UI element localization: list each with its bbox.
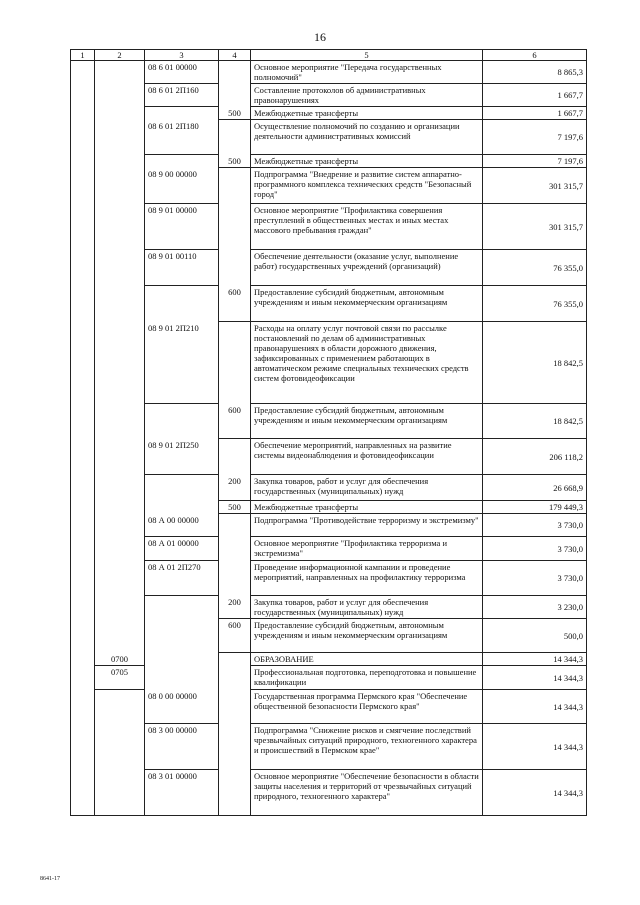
expense-type-cell: [219, 690, 251, 724]
section-code-cell: [95, 204, 145, 250]
amount-cell: 1 667,7: [483, 84, 587, 107]
amount-cell: 3 730,0: [483, 514, 587, 537]
target-item-cell: 08 6 01 2П160: [145, 84, 219, 107]
section-code-cell: [95, 561, 145, 596]
row-number-cell: [71, 596, 95, 619]
expense-type-cell: [219, 84, 251, 107]
row-number-cell: [71, 724, 95, 770]
section-code-cell: [95, 596, 145, 619]
column-header: 2: [95, 50, 145, 61]
table-row: [71, 770, 587, 816]
description-cell: Обеспечение мероприятий, направленных на развитие системы видеонаблюдения и фотовидеофиксации: [251, 439, 483, 475]
target-item-cell: [145, 501, 219, 514]
column-header: 1: [71, 50, 95, 61]
row-number-cell: [71, 286, 95, 322]
amount-cell: 1 667,7: [483, 107, 587, 120]
target-item-cell: 08 9 01 00110: [145, 250, 219, 286]
section-code-cell: 0705: [95, 666, 145, 690]
expense-type-cell: 500: [219, 107, 251, 120]
amount-cell: 14 344,3: [483, 770, 587, 816]
target-item-cell: [145, 404, 219, 439]
description-cell: Закупка товаров, работ и услуг для обеспечения государственных (муниципальных) нужд: [251, 475, 483, 501]
section-code-cell: [95, 690, 145, 724]
amount-cell: 14 344,3: [483, 724, 587, 770]
column-header: 5: [251, 50, 483, 61]
amount-cell: 3 730,0: [483, 561, 587, 596]
budget-table: [70, 49, 587, 816]
expense-type-cell: [219, 61, 251, 84]
row-number-cell: [71, 155, 95, 168]
target-item-cell: 08 А 01 2П270: [145, 561, 219, 596]
target-item-cell: [145, 107, 219, 120]
expense-type-cell: [219, 770, 251, 816]
expense-type-cell: 600: [219, 619, 251, 653]
description-cell: Основное мероприятие "Обеспечение безопасности в области защиты населения и территорий от чрезвычайных ситуаций природного, техногенного характера": [251, 770, 483, 816]
target-item-cell: 08 А 00 00000: [145, 514, 219, 537]
section-code-cell: 0700: [95, 653, 145, 666]
description-cell: Межбюджетные трансферты: [251, 155, 483, 168]
section-code-cell: [95, 322, 145, 404]
target-item-cell: 08 3 01 00000: [145, 770, 219, 816]
table-row: [71, 619, 587, 653]
page-number: 16: [314, 30, 326, 44]
expense-type-cell: [219, 322, 251, 404]
section-code-cell: [95, 537, 145, 561]
table-row: [71, 561, 587, 596]
table-row: [71, 537, 587, 561]
amount-cell: 18 842,5: [483, 404, 587, 439]
target-item-cell: [145, 653, 219, 666]
expense-type-cell: 500: [219, 155, 251, 168]
description-cell: Расходы на оплату услуг почтовой связи по рассылке постановлений по делам об административных правонарушениях в области дорожного движения, зафиксированных с применением работающих в автоматическом режиме специальных технических средств систем фотовидеофиксации: [251, 322, 483, 404]
description-cell: Межбюджетные трансферты: [251, 107, 483, 120]
description-cell: Осуществление полномочий по созданию и организации деятельности административных комиссий: [251, 120, 483, 155]
row-number-cell: [71, 168, 95, 204]
table-row: [71, 120, 587, 155]
description-cell: Предоставление субсидий бюджетным, автономным учреждениям и иным некоммерческим организациям: [251, 286, 483, 322]
table-row: [71, 724, 587, 770]
amount-cell: 3 230,0: [483, 596, 587, 619]
amount-cell: 14 344,3: [483, 690, 587, 724]
description-cell: Профессиональная подготовка, переподготовка и повышение квалификации: [251, 666, 483, 690]
amount-cell: 301 315,7: [483, 204, 587, 250]
description-cell: Основное мероприятие "Передача государственных полномочий": [251, 61, 483, 84]
row-number-cell: [71, 61, 95, 84]
target-item-cell: [145, 619, 219, 653]
row-number-cell: [71, 322, 95, 404]
expense-type-cell: [219, 514, 251, 537]
amount-cell: 76 355,0: [483, 250, 587, 286]
description-cell: Основное мероприятие "Профилактика терроризма и экстремизма": [251, 537, 483, 561]
row-number-cell: [71, 619, 95, 653]
expense-type-cell: [219, 724, 251, 770]
section-code-cell: [95, 724, 145, 770]
row-number-cell: [71, 204, 95, 250]
row-number-cell: [71, 514, 95, 537]
target-item-cell: [145, 286, 219, 322]
document-code: 8641-17: [40, 876, 60, 882]
expense-type-cell: [219, 250, 251, 286]
section-code-cell: [95, 619, 145, 653]
section-code-cell: [95, 770, 145, 816]
table-row: [71, 168, 587, 204]
row-number-cell: [71, 501, 95, 514]
amount-cell: 7 197,6: [483, 155, 587, 168]
table-header-row: [71, 50, 587, 61]
column-header: 3: [145, 50, 219, 61]
table-row: [71, 204, 587, 250]
target-item-cell: 08 9 01 2П250: [145, 439, 219, 475]
target-item-cell: [145, 155, 219, 168]
section-code-cell: [95, 404, 145, 439]
section-code-cell: [95, 168, 145, 204]
table-row: [71, 666, 587, 690]
expense-type-cell: 600: [219, 404, 251, 439]
expense-type-cell: 200: [219, 596, 251, 619]
target-item-cell: 08 6 01 00000: [145, 61, 219, 84]
section-code-cell: [95, 439, 145, 475]
row-number-cell: [71, 84, 95, 107]
section-code-cell: [95, 107, 145, 120]
description-cell: Подпрограмма "Снижение рисков и смягчение последствий чрезвычайных ситуаций природного, техногенного характера и происшествий в Пермском крае": [251, 724, 483, 770]
row-number-cell: [71, 653, 95, 666]
expense-type-cell: 200: [219, 475, 251, 501]
description-cell: Обеспечение деятельности (оказание услуг, выполнение работ) государственных учреждений (организаций): [251, 250, 483, 286]
table-row: [71, 61, 587, 84]
description-cell: Предоставление субсидий бюджетным, автономным учреждениям и иным некоммерческим организациям: [251, 404, 483, 439]
row-number-cell: [71, 770, 95, 816]
amount-cell: 206 118,2: [483, 439, 587, 475]
target-item-cell: 08 9 01 00000: [145, 204, 219, 250]
expense-type-cell: 500: [219, 501, 251, 514]
table-row: [71, 596, 587, 619]
table-row: [71, 286, 587, 322]
row-number-cell: [71, 666, 95, 690]
amount-cell: 3 730,0: [483, 537, 587, 561]
table-row: [71, 404, 587, 439]
table-row: [71, 107, 587, 120]
amount-cell: 14 344,3: [483, 653, 587, 666]
expense-type-cell: [219, 653, 251, 666]
description-cell: Предоставление субсидий бюджетным, автономным учреждениям и иным некоммерческим организациям: [251, 619, 483, 653]
section-code-cell: [95, 61, 145, 84]
target-item-cell: 08 6 01 2П180: [145, 120, 219, 155]
description-cell: Подпрограмма "Противодействие терроризму и экстремизму": [251, 514, 483, 537]
amount-cell: 8 865,3: [483, 61, 587, 84]
amount-cell: 500,0: [483, 619, 587, 653]
target-item-cell: [145, 475, 219, 501]
section-code-cell: [95, 501, 145, 514]
description-cell: Основное мероприятие "Профилактика совершения преступлений в общественных местах и иных местах массового пребывания граждан": [251, 204, 483, 250]
table-row: [71, 475, 587, 501]
expense-type-cell: [219, 537, 251, 561]
target-item-cell: 08 9 00 00000: [145, 168, 219, 204]
row-number-cell: [71, 690, 95, 724]
section-code-cell: [95, 120, 145, 155]
table-row: [71, 439, 587, 475]
description-cell: Подпрограмма "Внедрение и развитие систем аппаратно-программного комплекса технических средств "Безопасный город": [251, 168, 483, 204]
row-number-cell: [71, 475, 95, 501]
target-item-cell: 08 0 00 00000: [145, 690, 219, 724]
description-cell: Составление протоколов об административных правонарушениях: [251, 84, 483, 107]
section-code-cell: [95, 250, 145, 286]
table-row: [71, 653, 587, 666]
table-row: [71, 514, 587, 537]
expense-type-cell: [219, 561, 251, 596]
column-header: 6: [483, 50, 587, 61]
target-item-cell: 08 9 01 2П210: [145, 322, 219, 404]
amount-cell: 76 355,0: [483, 286, 587, 322]
amount-cell: 18 842,5: [483, 322, 587, 404]
description-cell: ОБРАЗОВАНИЕ: [251, 653, 483, 666]
row-number-cell: [71, 561, 95, 596]
section-code-cell: [95, 475, 145, 501]
target-item-cell: [145, 666, 219, 690]
amount-cell: 179 449,3: [483, 501, 587, 514]
section-code-cell: [95, 155, 145, 168]
description-cell: Государственная программа Пермского края "Обеспечение общественной безопасности Пермского края": [251, 690, 483, 724]
target-item-cell: 08 3 00 00000: [145, 724, 219, 770]
table-row: [71, 155, 587, 168]
expense-type-cell: [219, 204, 251, 250]
description-cell: Проведение информационной кампании и проведение мероприятий, направленных на профилактику терроризма: [251, 561, 483, 596]
row-number-cell: [71, 250, 95, 286]
amount-cell: 14 344,3: [483, 666, 587, 690]
expense-type-cell: [219, 666, 251, 690]
expense-type-cell: 600: [219, 286, 251, 322]
column-header: 4: [219, 50, 251, 61]
row-number-cell: [71, 120, 95, 155]
row-number-cell: [71, 439, 95, 475]
section-code-cell: [95, 514, 145, 537]
row-number-cell: [71, 537, 95, 561]
table-row: [71, 84, 587, 107]
expense-type-cell: [219, 120, 251, 155]
table-row: [71, 690, 587, 724]
amount-cell: 7 197,6: [483, 120, 587, 155]
table-row: [71, 501, 587, 514]
target-item-cell: 08 А 01 00000: [145, 537, 219, 561]
table-row: [71, 322, 587, 404]
row-number-cell: [71, 404, 95, 439]
description-cell: Межбюджетные трансферты: [251, 501, 483, 514]
expense-type-cell: [219, 439, 251, 475]
expense-type-cell: [219, 168, 251, 204]
row-number-cell: [71, 107, 95, 120]
table-row: [71, 250, 587, 286]
description-cell: Закупка товаров, работ и услуг для обеспечения государственных (муниципальных) нужд: [251, 596, 483, 619]
target-item-cell: [145, 596, 219, 619]
amount-cell: 301 315,7: [483, 168, 587, 204]
amount-cell: 26 668,9: [483, 475, 587, 501]
section-code-cell: [95, 84, 145, 107]
section-code-cell: [95, 286, 145, 322]
